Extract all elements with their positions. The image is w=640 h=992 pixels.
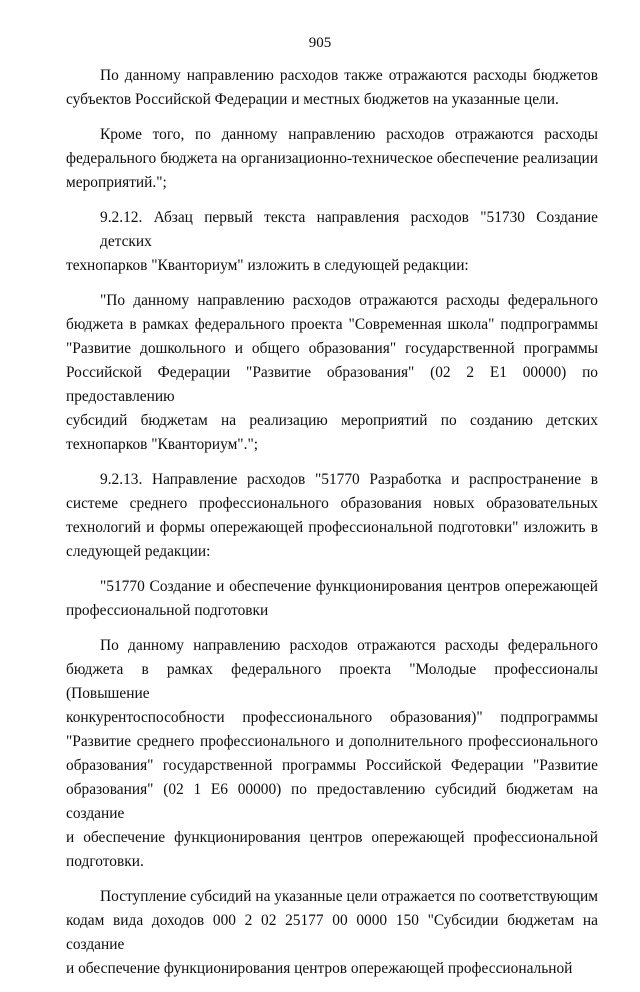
document-body — [66, 64, 598, 992]
paragraph — [66, 123, 598, 195]
text-line: технопарков "Кванториум" изложить в следующей редакции: — [66, 257, 469, 274]
paragraph — [66, 289, 598, 457]
text-line: образования" (02 1 E6 00000) по предоставлению субсидий бюджетам на создание — [66, 781, 598, 822]
paragraph — [66, 634, 598, 874]
text-line: федерального бюджета на организационно-техническое обеспечение реализации — [66, 150, 598, 167]
text-line: мероприятий."; — [66, 174, 167, 191]
text-line: и обеспечение функционирования центров опережающей профессиональной — [66, 829, 598, 846]
text-line: Российской Федерации "Развитие образования" (02 2 E1 00000) по предоставлению — [66, 364, 598, 405]
text-line: подготовки. — [66, 853, 144, 870]
text-line: 9.2.13. Направление расходов "51770 Разработка и распространение в — [100, 471, 598, 488]
text-line: конкурентоспособности профессионального образования)" подпрограммы — [66, 709, 598, 726]
text-line: Кроме того, по данному направлению расходов отражаются расходы — [100, 126, 598, 143]
text-line: субсидий бюджетам на реализацию мероприятий по созданию детских — [66, 412, 598, 429]
paragraph — [66, 468, 598, 564]
paragraph — [66, 206, 598, 278]
text-line: "По данному направлению расходов отражаются расходы федерального — [100, 292, 598, 309]
text-line: "Развитие дошкольного и общего образования" государственной программы — [66, 340, 598, 357]
text-line: По данному направлению расходов также отражаются расходы бюджетов — [100, 67, 598, 84]
text-line: "51770 Создание и обеспечение функционирования центров опережающей — [100, 578, 598, 595]
paragraph — [66, 64, 598, 112]
text-line: субъектов Российской Федерации и местных бюджетов на указанные цели. — [66, 91, 559, 108]
paragraph — [66, 575, 598, 623]
text-line: По данному направлению расходов отражаются расходы федерального — [100, 637, 598, 654]
text-line: Поступление субсидий на указанные цели отражается по соответствующим — [100, 888, 598, 905]
text-line: профессиональной подготовки — [66, 602, 269, 619]
text-line: 9.2.12. Абзац первый текста направления расходов "51730 Создание детских — [100, 209, 598, 250]
text-line: и обеспечение функционирования центров опережающей профессиональной — [66, 960, 573, 977]
text-line: технологий и формы опережающей профессиональной подготовки" изложить в — [66, 519, 598, 536]
text-line: бюджета в рамках федерального проекта "Молодые профессионалы (Повышение — [66, 661, 598, 702]
text-line: следующей редакции: — [66, 543, 211, 560]
text-line: образования" государственной программы Российской Федерации "Развитие — [66, 757, 598, 774]
text-line: бюджета в рамках федерального проекта "Современная школа" подпрограммы — [66, 316, 598, 333]
page-number: 905 — [308, 35, 332, 51]
text-line: кодам вида доходов 000 2 02 25177 00 0000 150 "Субсидии бюджетам на создание — [66, 912, 598, 953]
text-line: "Развитие среднего профессионального и дополнительного профессионального — [66, 733, 598, 750]
text-line: системе среднего профессионального образования новых образовательных — [66, 495, 598, 512]
text-line: технопарков "Кванториум"."; — [66, 436, 258, 453]
paragraph — [66, 885, 598, 981]
